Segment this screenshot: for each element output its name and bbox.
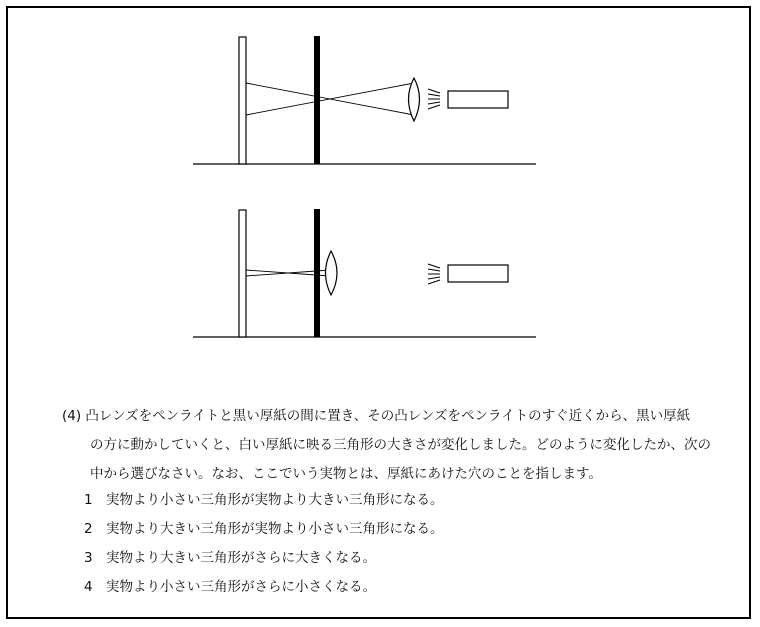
question-line-2: の方に動かしていくと、白い厚紙に映る三角形の大きさが変化しました。どのように変化したか、次の xyxy=(90,437,711,453)
option-number: 4 xyxy=(84,579,93,595)
question-text xyxy=(62,402,742,489)
black-cardboard xyxy=(314,36,320,164)
option-text: 実物より小さい三角形がさらに小さくなる。 xyxy=(106,579,376,595)
white-screen xyxy=(239,37,246,164)
option-text: 実物より小さい三角形が実物より大きい三角形になる。 xyxy=(106,492,444,508)
question-line-1: (4) 凸レンズをペンライトと黒い厚紙の間に置き、その凸レンズをペンライトのすぐ近くから、黒い厚紙 xyxy=(62,408,691,424)
black-cardboard xyxy=(314,209,320,337)
convex-lens xyxy=(326,251,338,295)
light-beams-icon xyxy=(428,89,440,109)
option-4 xyxy=(84,573,444,602)
option-2 xyxy=(84,515,444,544)
option-3 xyxy=(84,544,444,573)
setup-lens-near-light xyxy=(193,36,536,164)
question-line-3: 中から選びなさい。なお、ここでいう実物とは、厚紙にあけた穴のことを指します。 xyxy=(90,466,602,482)
white-screen xyxy=(239,210,246,337)
option-number: 1 xyxy=(84,492,93,508)
option-number: 2 xyxy=(84,521,93,537)
option-text: 実物より大きい三角形が実物より小さい三角形になる。 xyxy=(106,521,444,537)
light-beams-icon xyxy=(428,264,440,284)
option-1 xyxy=(84,486,444,515)
penlight xyxy=(448,91,508,108)
setup-lens-near-cardboard xyxy=(193,209,536,337)
penlight xyxy=(448,265,508,282)
answer-options xyxy=(84,486,444,602)
option-text: 実物より大きい三角形がさらに大きくなる。 xyxy=(106,550,376,566)
option-number: 3 xyxy=(84,550,93,566)
